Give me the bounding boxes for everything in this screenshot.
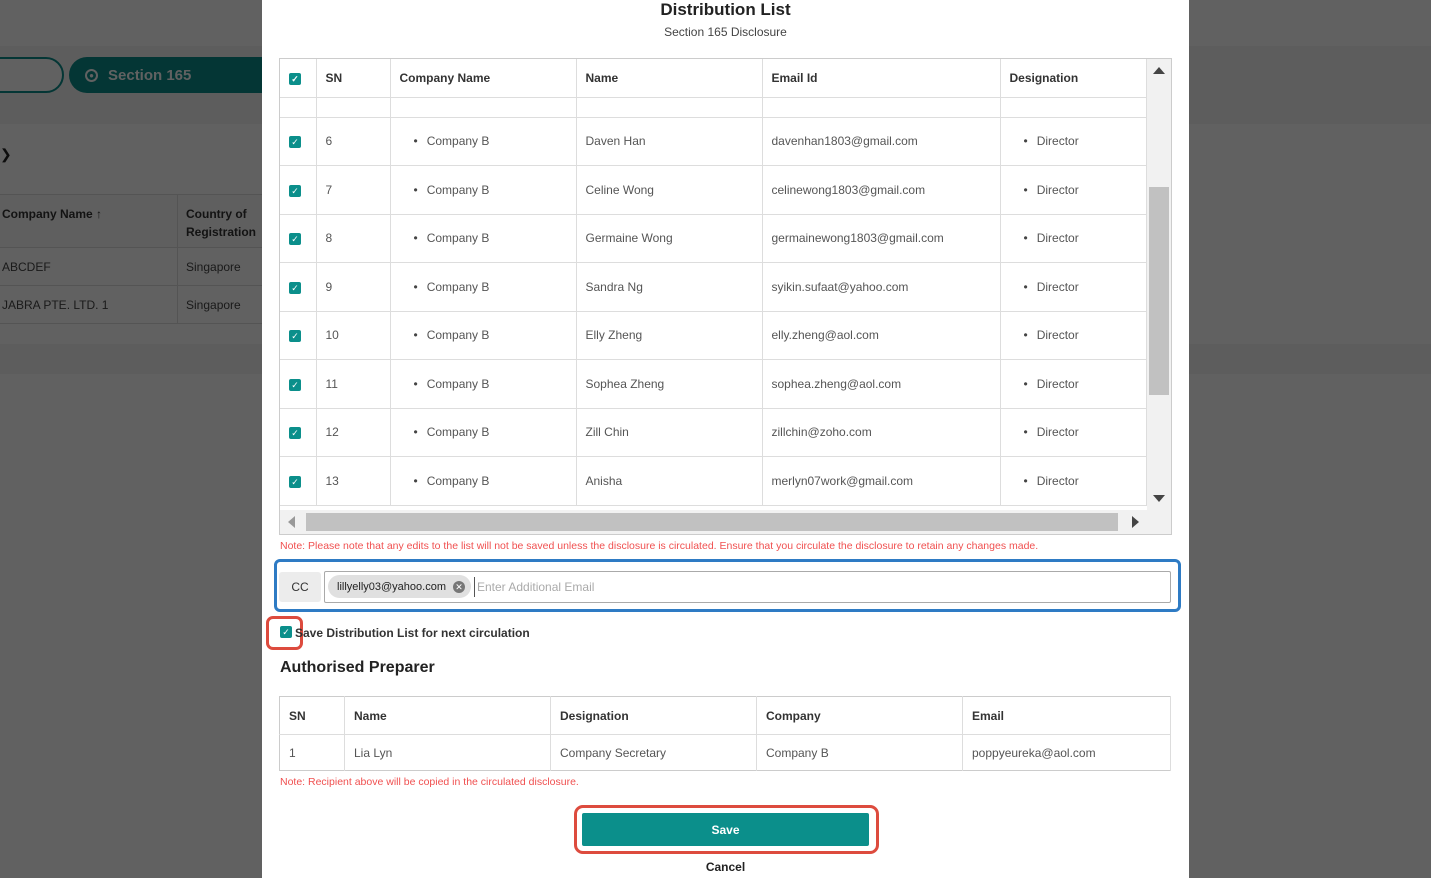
name-cell: Germaine Wong xyxy=(576,214,762,263)
designation-cell: • Director xyxy=(1000,117,1147,166)
table-row xyxy=(280,735,1171,771)
cc-label: CC xyxy=(279,572,321,602)
email-cell: celinewong1803@gmail.com xyxy=(762,166,1000,215)
row-checkbox[interactable] xyxy=(280,117,316,166)
authorised-preparer-title: Authorised Preparer xyxy=(280,659,435,676)
auth-name-cell: Lia Lyn xyxy=(345,735,551,771)
header-email: Email Id xyxy=(762,59,1000,97)
email-cell: sophea.zheng@aol.com xyxy=(762,360,1000,409)
distribution-table xyxy=(280,59,1147,506)
row-checkbox[interactable] xyxy=(280,214,316,263)
name-cell: Sophea Zheng xyxy=(576,360,762,409)
distribution-list-modal xyxy=(262,0,1189,878)
modal-subtitle: Section 165 Disclosure xyxy=(664,25,787,39)
save-button[interactable]: Save xyxy=(582,813,869,846)
name-cell: Daven Han xyxy=(576,117,762,166)
row-checkbox[interactable] xyxy=(280,360,316,409)
auth-header-name: Name xyxy=(345,697,551,735)
company-cell: • Company B xyxy=(390,457,576,506)
row-checkbox[interactable] xyxy=(280,166,316,215)
email-cell: germainewong1803@gmail.com xyxy=(762,214,1000,263)
vertical-scrollbar[interactable] xyxy=(1147,59,1171,511)
designation-cell: • Director xyxy=(1000,408,1147,457)
email-cell: davenhan1803@gmail.com xyxy=(762,117,1000,166)
auth-designation-cell: Company Secretary xyxy=(551,735,757,771)
sn-cell: 11 xyxy=(316,360,390,409)
recipient-note: Note: Recipient above will be copied in the circulated disclosure. xyxy=(280,776,579,788)
check-icon: ✓ xyxy=(289,73,301,85)
table-row[interactable] xyxy=(280,457,1147,506)
company-cell: • Company B xyxy=(390,117,576,166)
row-checkbox[interactable] xyxy=(280,263,316,312)
check-icon: ✓ xyxy=(289,379,301,391)
auth-header-email: Email xyxy=(963,697,1171,735)
save-list-label: Save Distribution List for next circulation xyxy=(295,626,530,640)
horizontal-scrollbar[interactable] xyxy=(280,510,1172,534)
check-icon: ✓ xyxy=(289,185,301,197)
sn-cell: 10 xyxy=(316,311,390,360)
scroll-up-icon[interactable] xyxy=(1153,67,1165,74)
row-checkbox[interactable] xyxy=(280,408,316,457)
header-name: Name xyxy=(576,59,762,97)
sn-cell: 8 xyxy=(316,214,390,263)
table-row[interactable] xyxy=(280,263,1147,312)
check-icon: ✓ xyxy=(289,282,301,294)
edit-note: Note: Please note that any edits to the list will not be saved unless the disclosure is circulated. Ensure that you circulate the disclosure to retain any changes made. xyxy=(280,540,1039,552)
table-row[interactable] xyxy=(280,166,1147,215)
cancel-link[interactable]: Cancel xyxy=(705,860,746,874)
name-cell: Anisha xyxy=(576,457,762,506)
distribution-table-container[interactable] xyxy=(279,58,1172,535)
sn-cell: 6 xyxy=(316,117,390,166)
email-cell: zillchin@zoho.com xyxy=(762,408,1000,457)
name-cell: Sandra Ng xyxy=(576,263,762,312)
remove-chip-icon[interactable]: ✕ xyxy=(453,581,465,593)
table-row[interactable] xyxy=(280,311,1147,360)
modal-title: Distribution List xyxy=(660,0,791,19)
cc-email-chip-label: lillyelly03@yahoo.com xyxy=(337,580,446,593)
email-cell: syikin.sufaat@yahoo.com xyxy=(762,263,1000,312)
row-checkbox[interactable] xyxy=(280,311,316,360)
company-cell: • Company B xyxy=(390,263,576,312)
header-sn: SN xyxy=(316,59,390,97)
cc-email-chip[interactable] xyxy=(328,575,471,598)
email-cell: merlyn07work@gmail.com xyxy=(762,457,1000,506)
company-cell: • Company B xyxy=(390,360,576,409)
scroll-right-icon[interactable] xyxy=(1132,516,1139,528)
check-icon: ✓ xyxy=(289,233,301,245)
select-all-checkbox[interactable] xyxy=(280,59,316,97)
save-list-checkbox[interactable]: ✓ xyxy=(280,626,292,638)
name-cell: Zill Chin xyxy=(576,408,762,457)
header-designation: Designation xyxy=(1000,59,1147,97)
table-row[interactable] xyxy=(280,117,1147,166)
row-checkbox[interactable] xyxy=(280,457,316,506)
auth-email-cell: poppyeureka@aol.com xyxy=(963,735,1171,771)
additional-email-input[interactable] xyxy=(474,577,974,597)
sn-cell: 13 xyxy=(316,457,390,506)
authorised-preparer-table xyxy=(279,696,1171,771)
header-company-name: Company Name xyxy=(390,59,576,97)
sn-cell: 9 xyxy=(316,263,390,312)
designation-cell: • Director xyxy=(1000,457,1147,506)
designation-cell: • Director xyxy=(1000,166,1147,215)
name-cell: Elly Zheng xyxy=(576,311,762,360)
table-row[interactable] xyxy=(280,360,1147,409)
company-cell: • Company B xyxy=(390,214,576,263)
check-icon: ✓ xyxy=(289,427,301,439)
vertical-scroll-thumb[interactable] xyxy=(1149,187,1169,395)
company-cell: • Company B xyxy=(390,408,576,457)
horizontal-scroll-thumb[interactable] xyxy=(306,513,1118,531)
company-cell: • Company B xyxy=(390,311,576,360)
sn-cell: 12 xyxy=(316,408,390,457)
check-icon: ✓ xyxy=(289,476,301,488)
table-row[interactable] xyxy=(280,408,1147,457)
designation-cell: • Director xyxy=(1000,360,1147,409)
table-row[interactable] xyxy=(280,214,1147,263)
company-cell: • Company B xyxy=(390,166,576,215)
check-icon: ✓ xyxy=(289,136,301,148)
auth-header-sn: SN xyxy=(280,697,345,735)
email-cell: elly.zheng@aol.com xyxy=(762,311,1000,360)
designation-cell: • Director xyxy=(1000,214,1147,263)
auth-header-designation: Designation xyxy=(551,697,757,735)
designation-cell: • Director xyxy=(1000,263,1147,312)
check-icon: ✓ xyxy=(289,330,301,342)
auth-header-company: Company xyxy=(757,697,963,735)
designation-cell: • Director xyxy=(1000,311,1147,360)
name-cell: Celine Wong xyxy=(576,166,762,215)
scroll-left-icon[interactable] xyxy=(288,516,295,528)
sn-cell: 7 xyxy=(316,166,390,215)
auth-company-cell: Company B xyxy=(757,735,963,771)
auth-sn-cell: 1 xyxy=(280,735,345,771)
scroll-down-icon[interactable] xyxy=(1153,495,1165,502)
